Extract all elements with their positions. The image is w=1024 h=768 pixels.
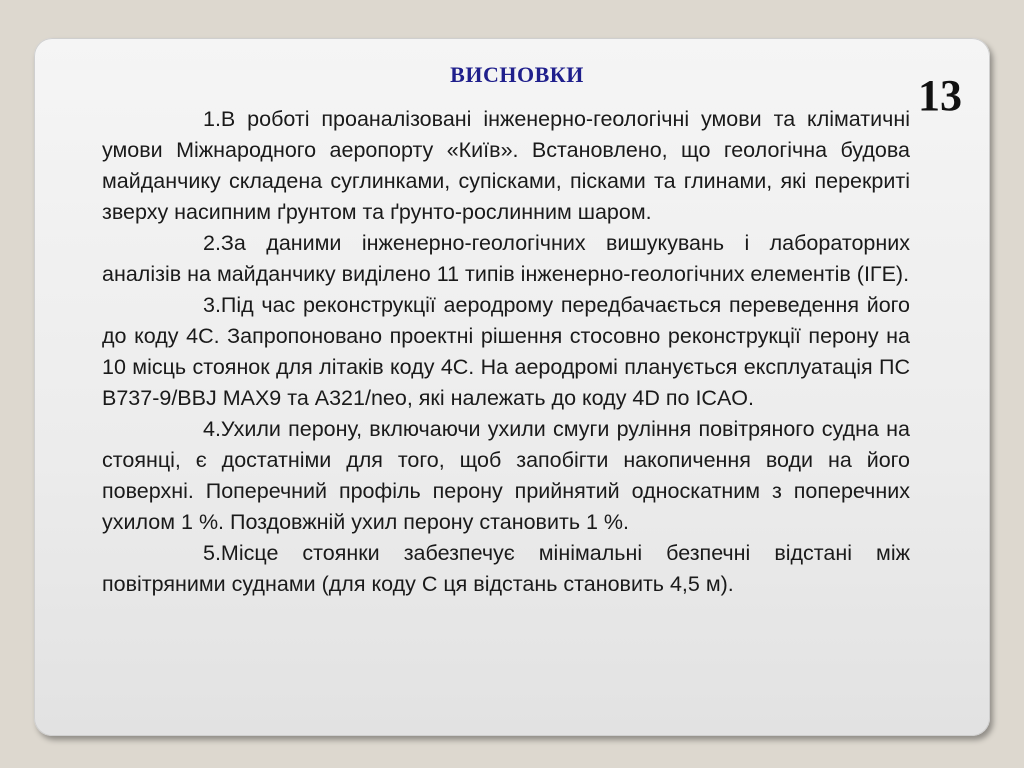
paragraph-3: 3.Під час реконструкції аеродрому передбачається переведення його до коду 4С. Запропоновано проектні рішення стосовно реконструкції перону на 10 місць стоянок для літаків коду 4С. На аеродромі планується експлуатація ПС B737-9/BBJ MAX9 та A321/neo, які належать до коду 4D по ICAO.: [102, 293, 910, 410]
paragraph-5: 5.Місце стоянки забезпечує мінімальні безпечні відстані між повітряними суднами (для коду С ця відстань становить 4,5 м).: [102, 541, 910, 596]
paragraph-4: 4.Ухили перону, включаючи ухили смуги руління повітряного судна на стоянці, є достатніми для того, щоб запобігти накопичення води на його поверхні. Поперечний профіль перону прийнятий односкатним з поперечних ухилом 1 %. Поздовжній ухил перону становить 1 %.: [102, 417, 910, 534]
paragraph-2: 2.За даними інженерно-геологічних вишукувань і лабораторних аналізів на майданчику виділено 11 типів інженерно-геологічних елементів (ІГЕ).: [102, 231, 910, 286]
slide-body: [102, 104, 910, 600]
paragraph-1: 1.В роботі проаналізовані інженерно-геологічні умови та кліматичні умови Міжнародного аеропорту «Київ». Встановлено, що геологічна будова майданчику складена суглинками, супісками, пісками та глинами, які перекриті зверху насипним ґрунтом та ґрунто-рослинним шаром.: [102, 107, 910, 224]
slide-number: 13: [918, 71, 962, 120]
slide-title: ВИСНОВКИ: [450, 62, 584, 87]
